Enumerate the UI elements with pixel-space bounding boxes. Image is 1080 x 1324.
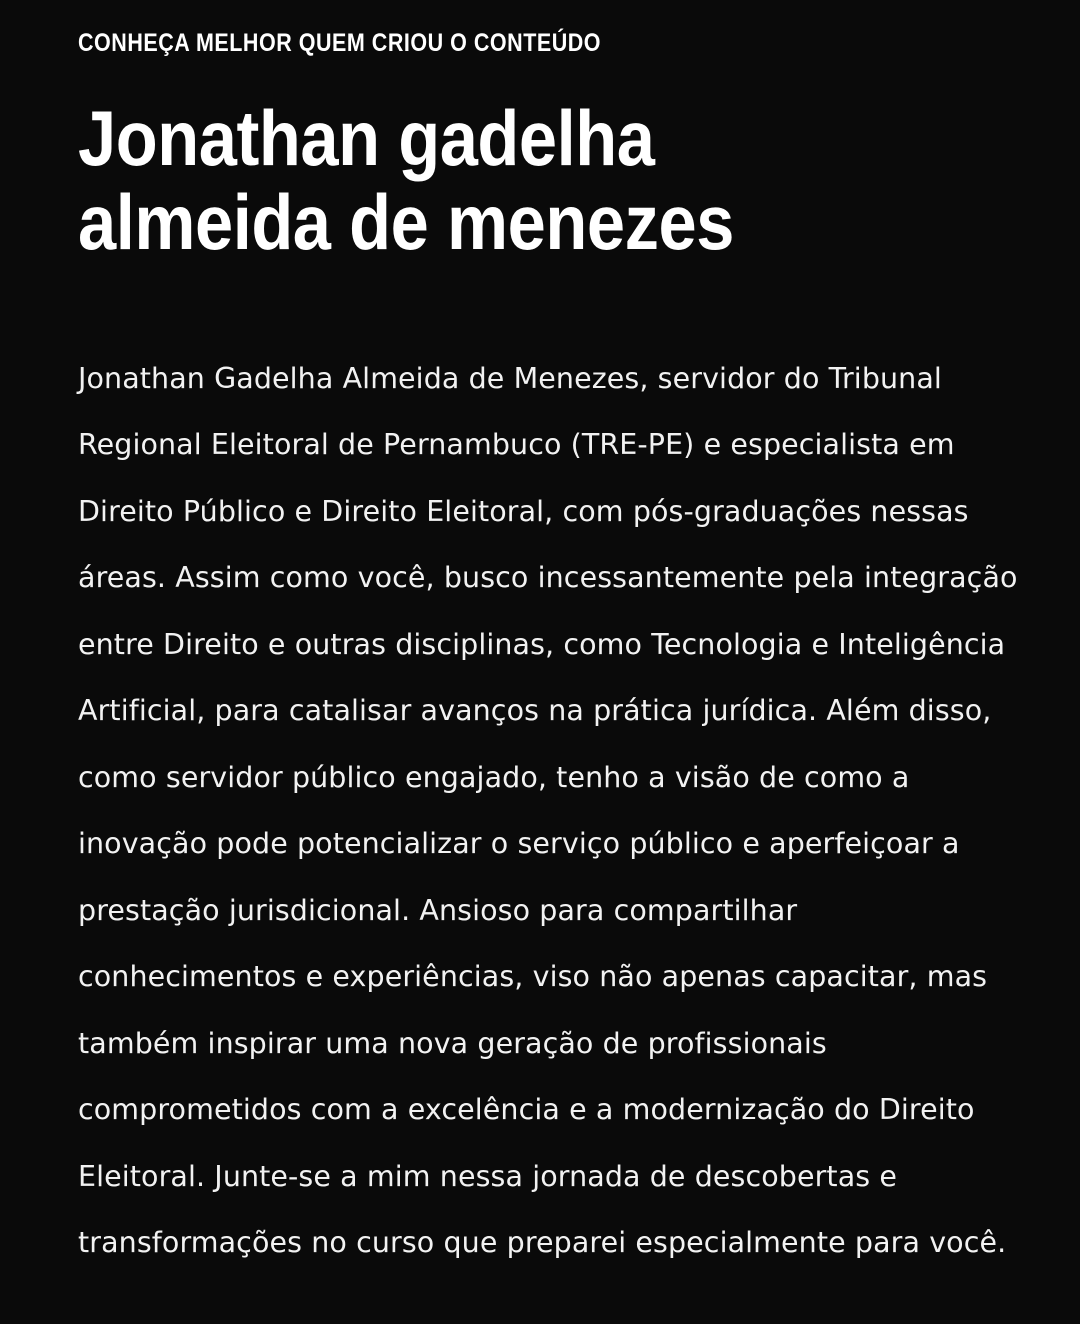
section-eyebrow: CONHEÇA MELHOR QUEM CRIOU O CONTEÚDO [78, 29, 602, 57]
page-title: Jonathan gadelha almeida de menezes [78, 93, 734, 266]
bio-paragraph: Jonathan Gadelha Almeida de Menezes, servidor do Tribunal Regional Eleitoral de Pernambuco (TRE-PE) e especialista em Direito Público e Direito Eleitoral, com pós-graduações nessas áreas. Assim como você, busco incessantemente pela integração entre Direito e outras disciplinas, como Tecnologia e Inteligência Artificial, para catalisar avanços na prática jurídica. Além disso, como servidor público engajado, tenho a visão de como a inovação pode potencializar o serviço público e aperfeiçoar a prestação jurisdicional. Ansioso para compartilhar conhecimentos e experiências, viso não apenas capacitar, mas também inspirar uma nova geração de profissionais comprometidos com a excelência e a modernização do Direito Eleitoral. Junte-se a mim nessa jornada de descobertas e transformações no curso que preparei especialmente para você. [78, 361, 1018, 1260]
